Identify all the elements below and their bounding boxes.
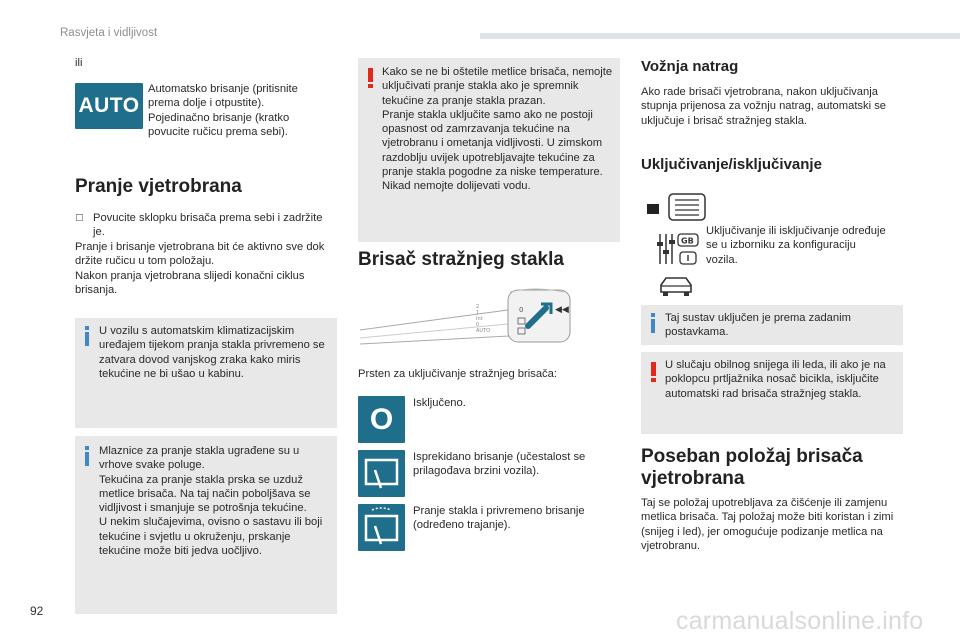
info-icon [85,326,89,346]
washing-bullet-text: Povucite sklopku brisača prema sebi i zadržite je. [93,212,323,239]
header-bar [480,33,960,39]
auto-wipe-icon [75,83,143,129]
or-text: ili [75,57,83,69]
intermittent-wiper-glyph [358,450,405,497]
info-default-text: Taj sustav uključen je prema zadanim postavkama. [665,312,851,339]
info-nozzles-text: Mlaznice za pranje stakla ugrađene su u vrhove svake poluge. Tekućina za pranje stakla prska se uzduž metlice brisača. Na taj način poboljšava se vidljivost i smanjuje se potrošnja tekućine. U nekim slučajevima, ovisno o sastavu ili boji tekućine i svjetlu u okruženju, prskanje tekućine može biti jedva uočljivo. [99,445,323,558]
rear-wiper-off-icon [358,396,405,443]
rear-wiper-off-text: Isključeno. [413,397,466,409]
ring-caption: Prsten za uključivanje stražnjeg brisača: [358,368,557,380]
bullet-marker: □ [76,212,83,224]
section-title: Rasvjeta i vidljivost [60,27,158,39]
special-position-description: Taj se položaj upotrebljava za čišćenje ili zamjenu metlica brisača. Taj položaj može biti koristan i zimi (snijeg i led), jer omogućuje podizanje metlica na vjetrobranu. [641,497,894,552]
warning-icon [651,362,656,382]
info-box-nozzles [75,436,337,614]
stalk-drawing [358,282,588,352]
touchscreen-menu-icon [645,192,707,224]
off-glyph: O [369,402,394,436]
rear-wiper-intermittent-icon [358,450,405,497]
info-icon [85,446,89,466]
reverse-heading: Vožnja natrag [641,58,739,75]
vehicle-config-icon [657,272,695,298]
info-box-climate [75,318,337,428]
rear-washer-text: Pranje stakla i privremeno brisanje (određeno trajanje). [413,505,585,532]
rear-wiper-stalk-illustration [358,282,588,352]
stalk-position-labels [476,304,490,334]
svg-text:GB: GB [681,236,694,246]
svg-text:◀◀: ◀◀ [555,305,569,315]
rear-wiper-intermittent-text: Isprekidano brisanje (učestalost se prilagođava brzini vozila). [413,451,586,478]
info-climate-text: U vozilu s automatskim klimatizacijskim uređajem tijekom pranja stakla privremeno se zatvara dovod vanjskog zraka kako miris tekućine ne bi ušao u kabinu. [99,325,325,380]
washer-wiper-glyph [358,504,405,551]
info-icon [651,313,655,333]
auto-icon-label: AUTO [78,94,140,117]
special-position-heading: Poseban položaj brisača vjetrobrana [641,446,863,489]
onoff-description: Uključivanje ili isključivanje određuje se u izborniku za konfiguraciju vozila. [706,225,886,266]
car-glyph [657,272,695,298]
reverse-description: Ako rade brisači vjetrobrana, nakon uključivanja stupnja prijenosa za vožnju natrag, automatski se uključuje i brisač stražnjeg stakla. [641,86,887,127]
screen-glyph [645,192,707,224]
auto-wipe-description: Automatsko brisanje (pritisnite prema dolje i otpustite). Pojedinačno brisanje (kratko povucite ručicu prema sebi). [148,83,298,138]
rear-washer-icon [358,504,405,551]
washing-description: Pranje i brisanje vjetrobrana bit će aktivno sve dok držite ručicu u tom položaju. Nakon pranja vjetrobrana slijedi konačni ciklus brisanja. [75,241,325,296]
washing-bullet [75,211,333,240]
stalk-label-0: 0 [476,322,480,328]
warning-box-snow [641,352,903,434]
watermark: carmanualsonline.info [676,607,924,635]
washing-heading: Pranje vjetrobrana [75,176,242,197]
stalk-label-auto: AUTO [476,328,491,334]
svg-text:0: 0 [519,306,524,314]
info-box-default [641,305,903,345]
stalk-label-int: Int [476,316,483,322]
settings-glyph [656,232,700,266]
settings-menu-icon [656,232,700,266]
page-number: 92 [30,604,44,618]
warning-washer-text: Kako se ne bi oštetile metlice brisača, nemojte uključivati pranje stakla ako je spremnik tekućine za pranje stakla prazan. Pranje stakla uključite samo ako ne postoji opasnost od zamrzavanja tekućine na vjetrobranu i ometanja vidljivosti. U zimskom razdoblju uvijek upotrebljavajte tekućine za pranje stakla pogodne za niske temperature. Nikad nemojte dolijevati vodu. [382,66,613,193]
stalk-label-2: 2 [476,304,480,310]
onoff-heading: Uključivanje/isključivanje [641,156,822,173]
stalk-label-1: 1 [476,310,480,316]
rear-wiper-heading: Brisač stražnjeg stakla [358,249,564,270]
warning-box-washer [358,58,620,242]
warning-snow-text: U slučaju obilnog snijega ili leda, ili ako je na poklopcu prtljažnika nosač bicikla, isključite automatski rad brisača stražnjeg stakla. [665,359,886,400]
warning-icon [368,68,373,88]
